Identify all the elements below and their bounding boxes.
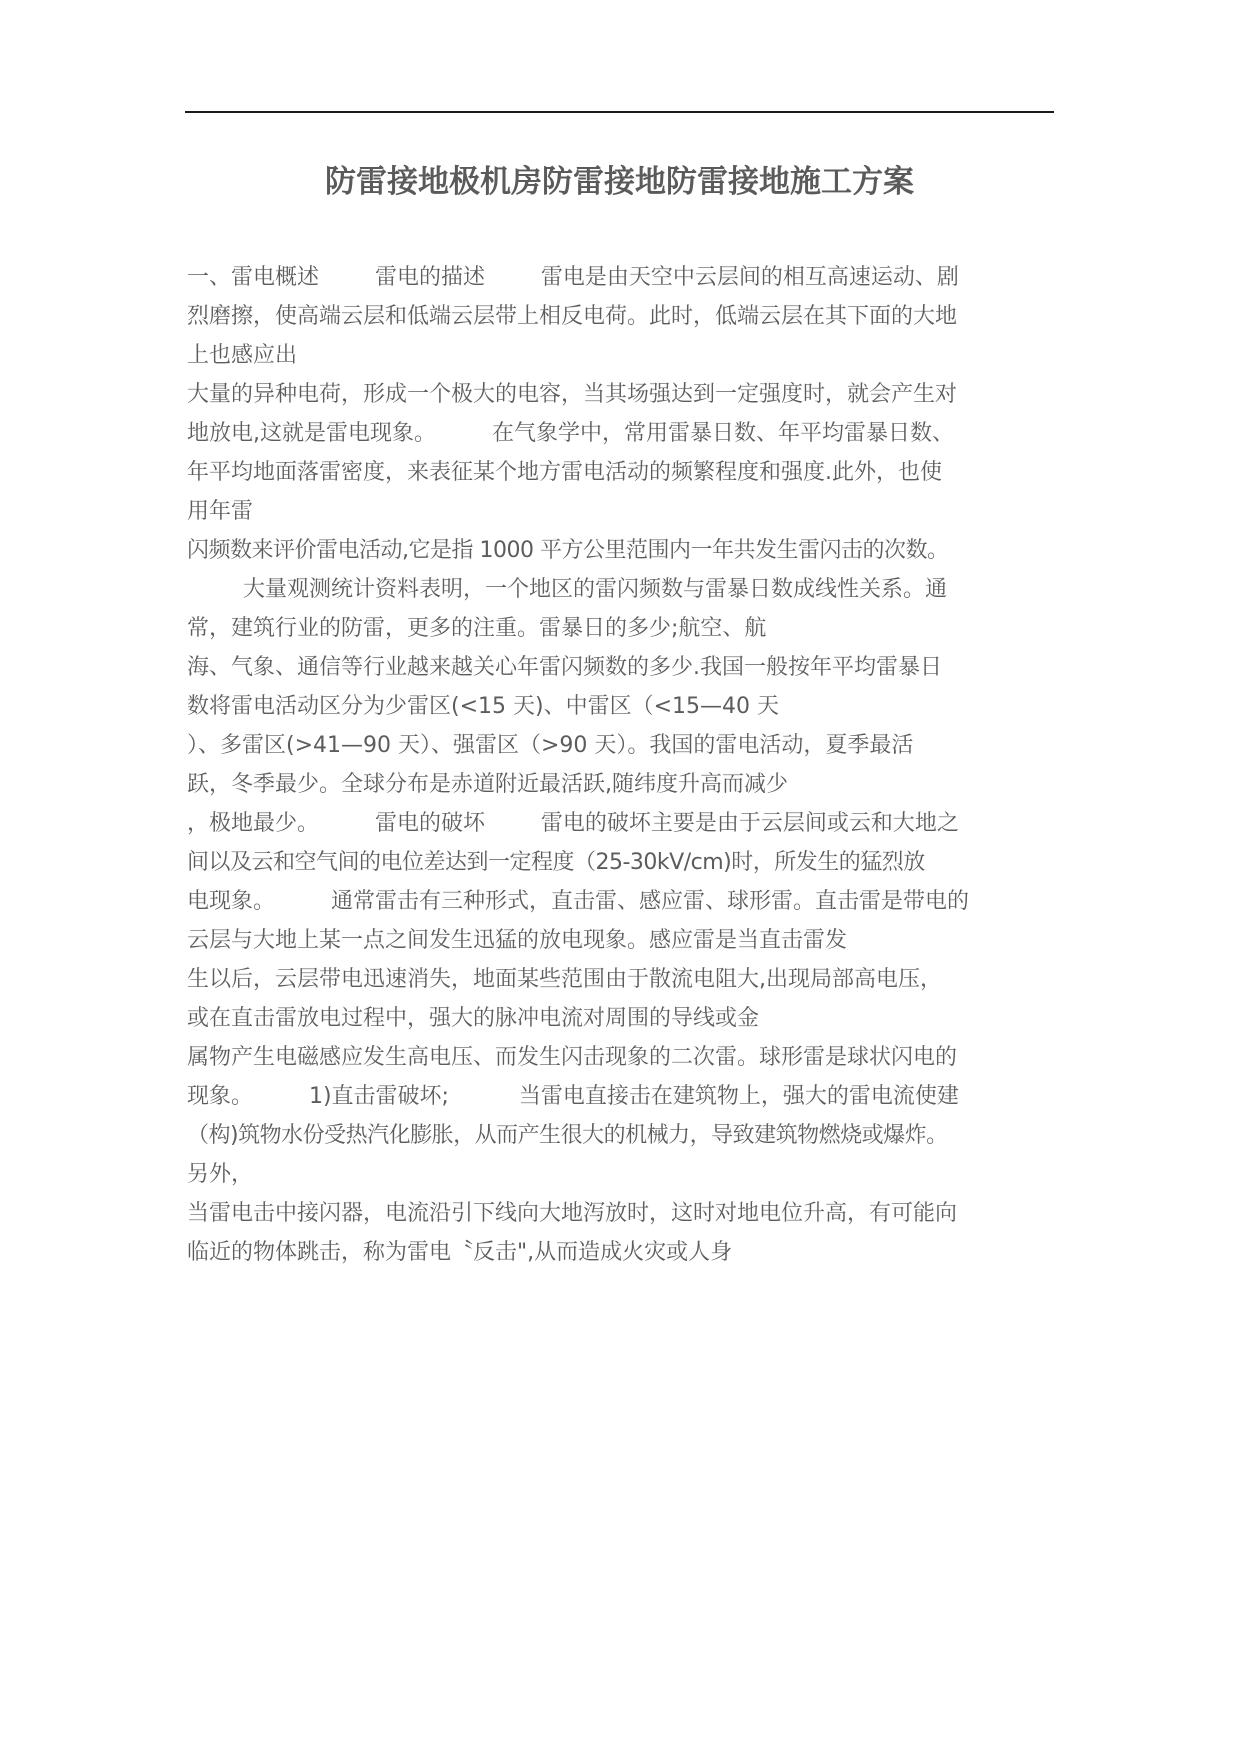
body-line: 另外，: [187, 1162, 254, 1187]
body-line: 上也感应出: [187, 343, 298, 368]
body-line: 年平均地面落雷密度，来表征某个地方雷电活动的频繁程度和强度.此外，也使: [187, 460, 942, 485]
body-line: 间以及云和空气间的电位差达到一定程度（25-30kV/cm)时，所发生的猛烈放: [187, 850, 925, 875]
body-line: 大量观测统计资料表明，一个地区的雷闪频数与雷暴日数成线性关系。通: [187, 577, 947, 602]
header-rule: [185, 111, 1054, 113]
body-line: 地放电,这就是雷电现象。 在气象学中，常用雷暴日数、年平均雷暴日数、: [187, 421, 954, 446]
body-line: （构)筑物水份受热汽化膨胀，从而产生很大的机械力，导致建筑物燃烧或爆炸。: [187, 1123, 948, 1148]
body-line: 常，建筑行业的防雷，更多的注重。雷暴日的多少;航空、航: [187, 616, 767, 641]
body-line: 当雷电击中接闪器，电流沿引下线向大地泻放时，这时对地电位升高，有可能向: [187, 1201, 958, 1226]
body-line: 电现象。 通常雷击有三种形式，直击雷、感应雷、球形雷。直击雷是带电的: [187, 889, 969, 914]
body-line: 数将雷电活动区分为少雷区(<15 天)、中雷区（<15—40 天: [187, 694, 780, 719]
body-line: 跃，冬季最少。全球分布是赤道附近最活跃,随纬度升高而减少: [187, 772, 788, 797]
body-line: 属物产生电磁感应发生高电压、而发生闪击现象的二次雷。球形雷是球状闪电的: [187, 1045, 958, 1070]
body-line: 闪频数来评价雷电活动,它是指 1000 平方公里范围内一年共发生雷闪击的次数。: [187, 538, 949, 563]
body-line: 烈磨擦，使高端云层和低端云层带上相反电荷。此时，低端云层在其下面的大地: [187, 304, 958, 329]
body-line: 或在直击雷放电过程中，强大的脉冲电流对周围的导线或金: [187, 1006, 760, 1031]
body-line: 生以后，云层带电迅速消失，地面某些范围由于散流电阻大,出现局部高电压，: [187, 967, 942, 992]
body-line: 海、气象、通信等行业越来越关心年雷闪频数的多少.我国一般按年平均雷暴日: [187, 655, 942, 680]
body-line: 大量的异种电荷，形成一个极大的电容，当其场强达到一定强度时，就会产生对: [187, 382, 958, 407]
document-title: 防雷接地极机房防雷接地防雷接地施工方案: [325, 164, 914, 200]
body-line: 云层与大地上某一点之间发生迅猛的放电现象。感应雷是当直击雷发: [187, 928, 848, 953]
body-line: 现象。 1)直击雷破坏; 当雷电直接击在建筑物上，强大的雷电流使建: [187, 1084, 959, 1109]
body-line: 用年雷: [187, 499, 254, 524]
body-line: 一、雷电概述 雷电的描述 雷电是由天空中云层间的相互高速运动、剧: [187, 265, 959, 290]
document-body: [187, 258, 1067, 1272]
body-line: 临近的物体跳击，称为雷电〝反击",从而造成火灾或人身: [187, 1240, 733, 1265]
body-line: ）、多雷区(>41—90 天）、强雷区（>90 天）。我国的雷电活动，夏季最活: [187, 733, 914, 758]
body-line: ，极地最少。 雷电的破坏 雷电的破坏主要是由于云层间或云和大地之: [187, 811, 959, 836]
